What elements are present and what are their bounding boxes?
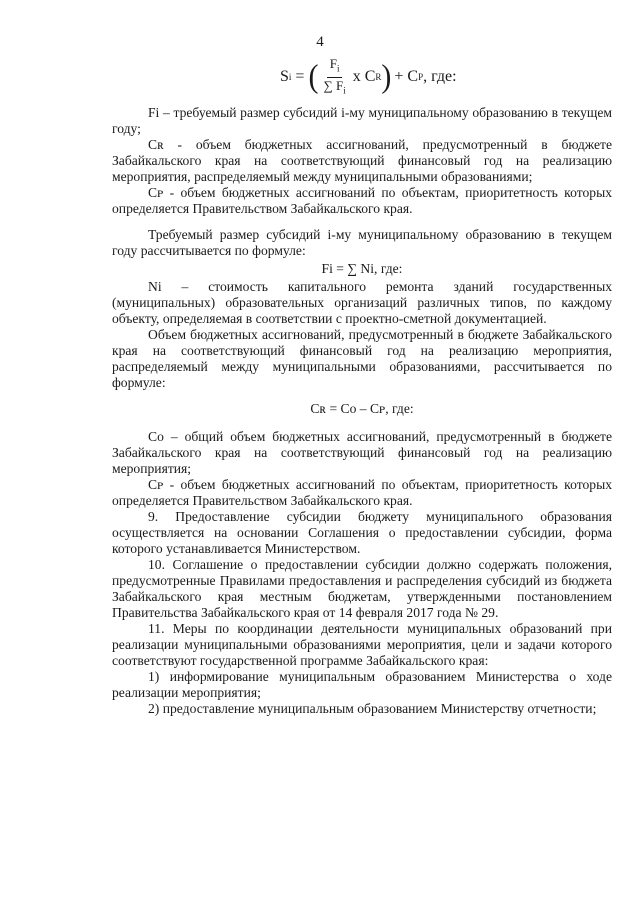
numerator-text: F xyxy=(329,56,337,71)
paragraph-fi-intro: Требуемый размер субсидий i-му муниципальному образованию в текущем году рассчитывается по формуле: xyxy=(112,227,612,258)
paragraph-item-11: 11. Меры по координации деятельности муниципальных образований при реализации муниципальными образованиями мероприятия, цели и задачи которого соответствуют государственной программе Забайкальского края: xyxy=(112,621,612,668)
formula-plus-sub: P xyxy=(418,72,424,83)
formula-times-sub: R xyxy=(375,72,382,83)
paragraph-item-9: 9. Предоставление субсидии бюджету муниципального образования осуществляется на основании Соглашения о предоставлении субсидии, форма которого устанавливается Министерством. xyxy=(112,509,612,556)
paragraph-subitem-2: 2) предоставление муниципальным образованием Министерству отчетности; xyxy=(148,701,597,716)
denominator-sub: i xyxy=(343,85,346,96)
paragraph-item-10: 10. Соглашение о предоставлении субсидии должно содержать положения, предусмотренные Правилами предоставления и распределения субсидий из бюджета Забайкальского края местным бюджетам, утвержденными постановлением Правительства Забайкальского края от 14 февраля 2017 года № 29. xyxy=(112,557,612,620)
formula-cr: Cʀ = Cᴏ – Cᴘ, где: xyxy=(310,401,414,416)
paragraph-ni-definition: Ni – стоимость капитального ремонта зданий государственных (муниципальных) образовательных организаций различных типов, по каждому объекту, определяемая в соответствии с проектно-сметной документацией. xyxy=(112,279,612,326)
paragraph-fi-definition: Fi – требуемый размер субсидий i-му муниципальному образованию в текущем году; xyxy=(112,105,612,136)
formula-numerator xyxy=(327,56,343,78)
paragraph-cp-definition-2: Cᴘ - объем бюджетных ассигнований по объектам, приоритетность которых определяется Правительством Забайкальского края. xyxy=(112,477,612,508)
formula-equals: = xyxy=(295,68,305,86)
formula-plus: + C xyxy=(394,68,419,86)
paragraph-subitem-1: 1) информирование муниципальным образованием Министерства о ходе реализации мероприятия; xyxy=(112,669,612,700)
paragraph-volume-intro: Объем бюджетных ассигнований, предусмотренный в бюджете Забайкальского края на соответствующий финансовый год на реализацию мероприятия, распределяемый между муниципальными образованиями, рассчитывается по формуле: xyxy=(112,327,612,390)
formula-denominator xyxy=(320,78,348,99)
formula-left-paren: ( xyxy=(308,58,319,95)
formula-right-paren: ) xyxy=(381,58,392,95)
denominator-text: ∑ F xyxy=(323,77,344,93)
document-body xyxy=(112,105,612,717)
paragraph-cr-definition: Cʀ - объем бюджетных ассигнований, предусмотренный в бюджете Забайкальского края на соответствующий финансовый год на реализацию мероприятия, распределяемый между муниципальными образованиями; xyxy=(112,137,612,184)
formula-times: x C xyxy=(352,68,376,86)
subsidy-formula xyxy=(280,56,457,98)
page-number: 4 xyxy=(316,34,324,50)
formula-fraction xyxy=(320,56,348,98)
paragraph-co-definition: Cᴏ – общий объем бюджетных ассигнований, предусмотренный в бюджете Забайкальского края на соответствующий финансовый год на реализацию мероприятия; xyxy=(112,429,612,476)
formula-fi: Fi = ∑ Ni, где: xyxy=(321,261,403,276)
formula-tail: , где: xyxy=(423,68,457,86)
paragraph-cp-definition: Cᴘ - объем бюджетных ассигнований по объектам, приоритетность которых определяется Правительством Забайкальского края. xyxy=(112,185,612,216)
formula-lhs: S xyxy=(280,68,289,86)
numerator-sub: i xyxy=(336,63,340,74)
formula-lhs-sub: i xyxy=(288,72,292,83)
